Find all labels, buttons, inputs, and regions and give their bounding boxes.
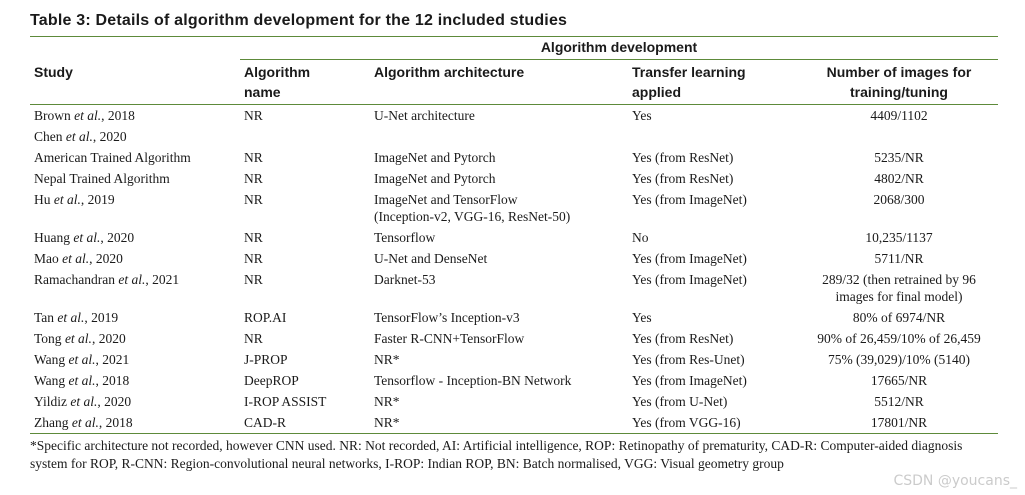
cell-algorithm-name [240, 126, 370, 147]
cell-architecture: ImageNet and Pytorch [374, 150, 496, 165]
table-container [30, 10, 998, 473]
cell-algorithm-name: CAD-R [240, 412, 370, 434]
footnote: *Specific architecture not recorded, however CNN used. NR: Not recorded, AI: Artificial intelligence, ROP: Retinopathy of prematurity, CAD-R: Computer-aided diagnosis system for ROP, R-CNN: Region-convolutional neural networks, I-ROP: Indian ROP, BN: Batch normalised, VGG: Visual geometry group [30, 438, 963, 471]
cell-transfer-learning: Yes (from ImageNet) [632, 192, 747, 207]
cell-number-of-images: 75% (39,029)/10% (5140) [827, 352, 971, 367]
table-row [30, 328, 998, 349]
group-header: Algorithm development [240, 37, 998, 60]
header-architecture: Algorithm architecture [370, 60, 628, 105]
cell-study: Yildiz et al., 2020 [34, 394, 132, 409]
cell-number-of-images: 289/32 (then retrained by 96 images for final model) [822, 272, 976, 304]
cell-study: Huang et al., 2020 [34, 230, 135, 245]
cell-transfer-learning: Yes (from ImageNet) [632, 373, 747, 388]
cell-transfer-learning: Yes (from ResNet) [632, 150, 734, 165]
table-row [30, 412, 998, 434]
cell-algorithm-name: ROP.AI [244, 310, 287, 325]
table-title: Table 3: Details of algorithm development for the 12 included studies [30, 12, 568, 29]
cell-number-of-images: 4802/NR [874, 171, 924, 186]
cell-algorithm-name: NR [244, 251, 263, 266]
table-row [30, 168, 998, 189]
cell-transfer-learning: Yes (from ResNet) [632, 171, 734, 186]
table-row [30, 248, 998, 269]
cell-study: Hu et al., 2019 [34, 192, 115, 207]
cell-number-of-images: 17801/NR [800, 412, 998, 434]
cell-algorithm-name: NR [244, 192, 263, 207]
cell-study: Chen et al., 2020 [34, 129, 127, 144]
cell-architecture: NR* [374, 352, 400, 367]
cell-number-of-images: 10,235/1137 [865, 230, 933, 245]
header-row [30, 60, 998, 105]
cell-transfer-learning: Yes (from ImageNet) [632, 272, 747, 287]
cell-transfer-learning: Yes [632, 310, 652, 325]
cell-study: Ramachandran et al., 2021 [34, 272, 180, 287]
cell-architecture: Tensorflow [374, 230, 436, 245]
cell-study: Wang et al., 2018 [34, 373, 130, 388]
cell-architecture: NR* [370, 412, 628, 434]
cell-architecture: Tensorflow - Inception-BN Network [374, 373, 572, 388]
watermark: CSDN @youcans_ [893, 473, 1017, 489]
cell-algorithm-name: NR [244, 331, 263, 346]
cell-algorithm-name: J-PROP [244, 352, 288, 367]
cell-architecture: ImageNet and TensorFlow (Inception-v2, VGG-16, ResNet-50) [374, 192, 571, 224]
cell-study: Mao et al., 2020 [34, 251, 123, 266]
cell-transfer-learning: Yes [632, 108, 652, 123]
table-row [30, 391, 998, 412]
cell-number-of-images: 5512/NR [874, 394, 924, 409]
cell-algorithm-name: NR [244, 108, 263, 123]
cell-architecture [370, 126, 628, 147]
cell-transfer-learning: Yes (from ImageNet) [632, 251, 747, 266]
cell-study: Brown et al., 2018 [34, 108, 135, 123]
cell-number-of-images: 2068/300 [873, 192, 925, 207]
cell-transfer-learning: No [632, 230, 649, 245]
table-row [30, 147, 998, 168]
cell-number-of-images: 90% of 26,459/10% of 26,459 [817, 331, 981, 346]
cell-transfer-learning [628, 126, 800, 147]
header-number-of-images: Number of images for training/tuning [800, 60, 998, 105]
cell-number-of-images [800, 126, 998, 147]
table-row [30, 269, 998, 307]
table-body [30, 105, 998, 434]
header-algorithm-name: Algorithm name [240, 60, 370, 105]
cell-architecture: Faster R-CNN+TensorFlow [374, 331, 525, 346]
cell-algorithm-name: NR [244, 272, 263, 287]
cell-study: Tan et al., 2019 [34, 310, 119, 325]
cell-architecture: U-Net architecture [374, 108, 475, 123]
cell-architecture: NR* [374, 394, 400, 409]
table-row [30, 105, 998, 127]
table-row [30, 307, 998, 328]
cell-algorithm-name: NR [244, 150, 263, 165]
cell-number-of-images: 4409/1102 [870, 108, 928, 123]
cell-algorithm-name: NR [244, 171, 263, 186]
cell-study: Zhang et al., 2018 [30, 412, 240, 434]
table-row [30, 189, 998, 227]
cell-transfer-learning: Yes (from ResNet) [632, 331, 734, 346]
cell-architecture: ImageNet and Pytorch [374, 171, 496, 186]
cell-transfer-learning: Yes (from Res-Unet) [632, 352, 745, 367]
cell-number-of-images: 5711/NR [874, 251, 924, 266]
table-row [30, 349, 998, 370]
table-row [30, 227, 998, 248]
header-transfer-learning: Transfer learning applied [628, 60, 800, 105]
cell-number-of-images: 17665/NR [870, 373, 928, 388]
cell-study: Tong et al., 2020 [34, 331, 126, 346]
cell-study: Wang et al., 2021 [34, 352, 130, 367]
algorithm-table [30, 60, 998, 434]
cell-study: American Trained Algorithm [34, 150, 191, 165]
cell-architecture: U-Net and DenseNet [374, 251, 488, 266]
table-row [30, 126, 998, 147]
cell-algorithm-name: DeepROP [244, 373, 299, 388]
cell-transfer-learning: Yes (from U-Net) [632, 394, 728, 409]
cell-number-of-images: 80% of 6974/NR [852, 310, 946, 325]
cell-algorithm-name: I-ROP ASSIST [244, 394, 327, 409]
cell-algorithm-name: NR [244, 230, 263, 245]
header-study: Study [30, 60, 240, 105]
cell-study: Nepal Trained Algorithm [34, 171, 170, 186]
cell-architecture: TensorFlow’s Inception-v3 [374, 310, 520, 325]
cell-transfer-learning: Yes (from VGG-16) [628, 412, 800, 434]
cell-number-of-images: 5235/NR [874, 150, 924, 165]
table-row [30, 370, 998, 391]
cell-architecture: Darknet-53 [374, 272, 436, 287]
